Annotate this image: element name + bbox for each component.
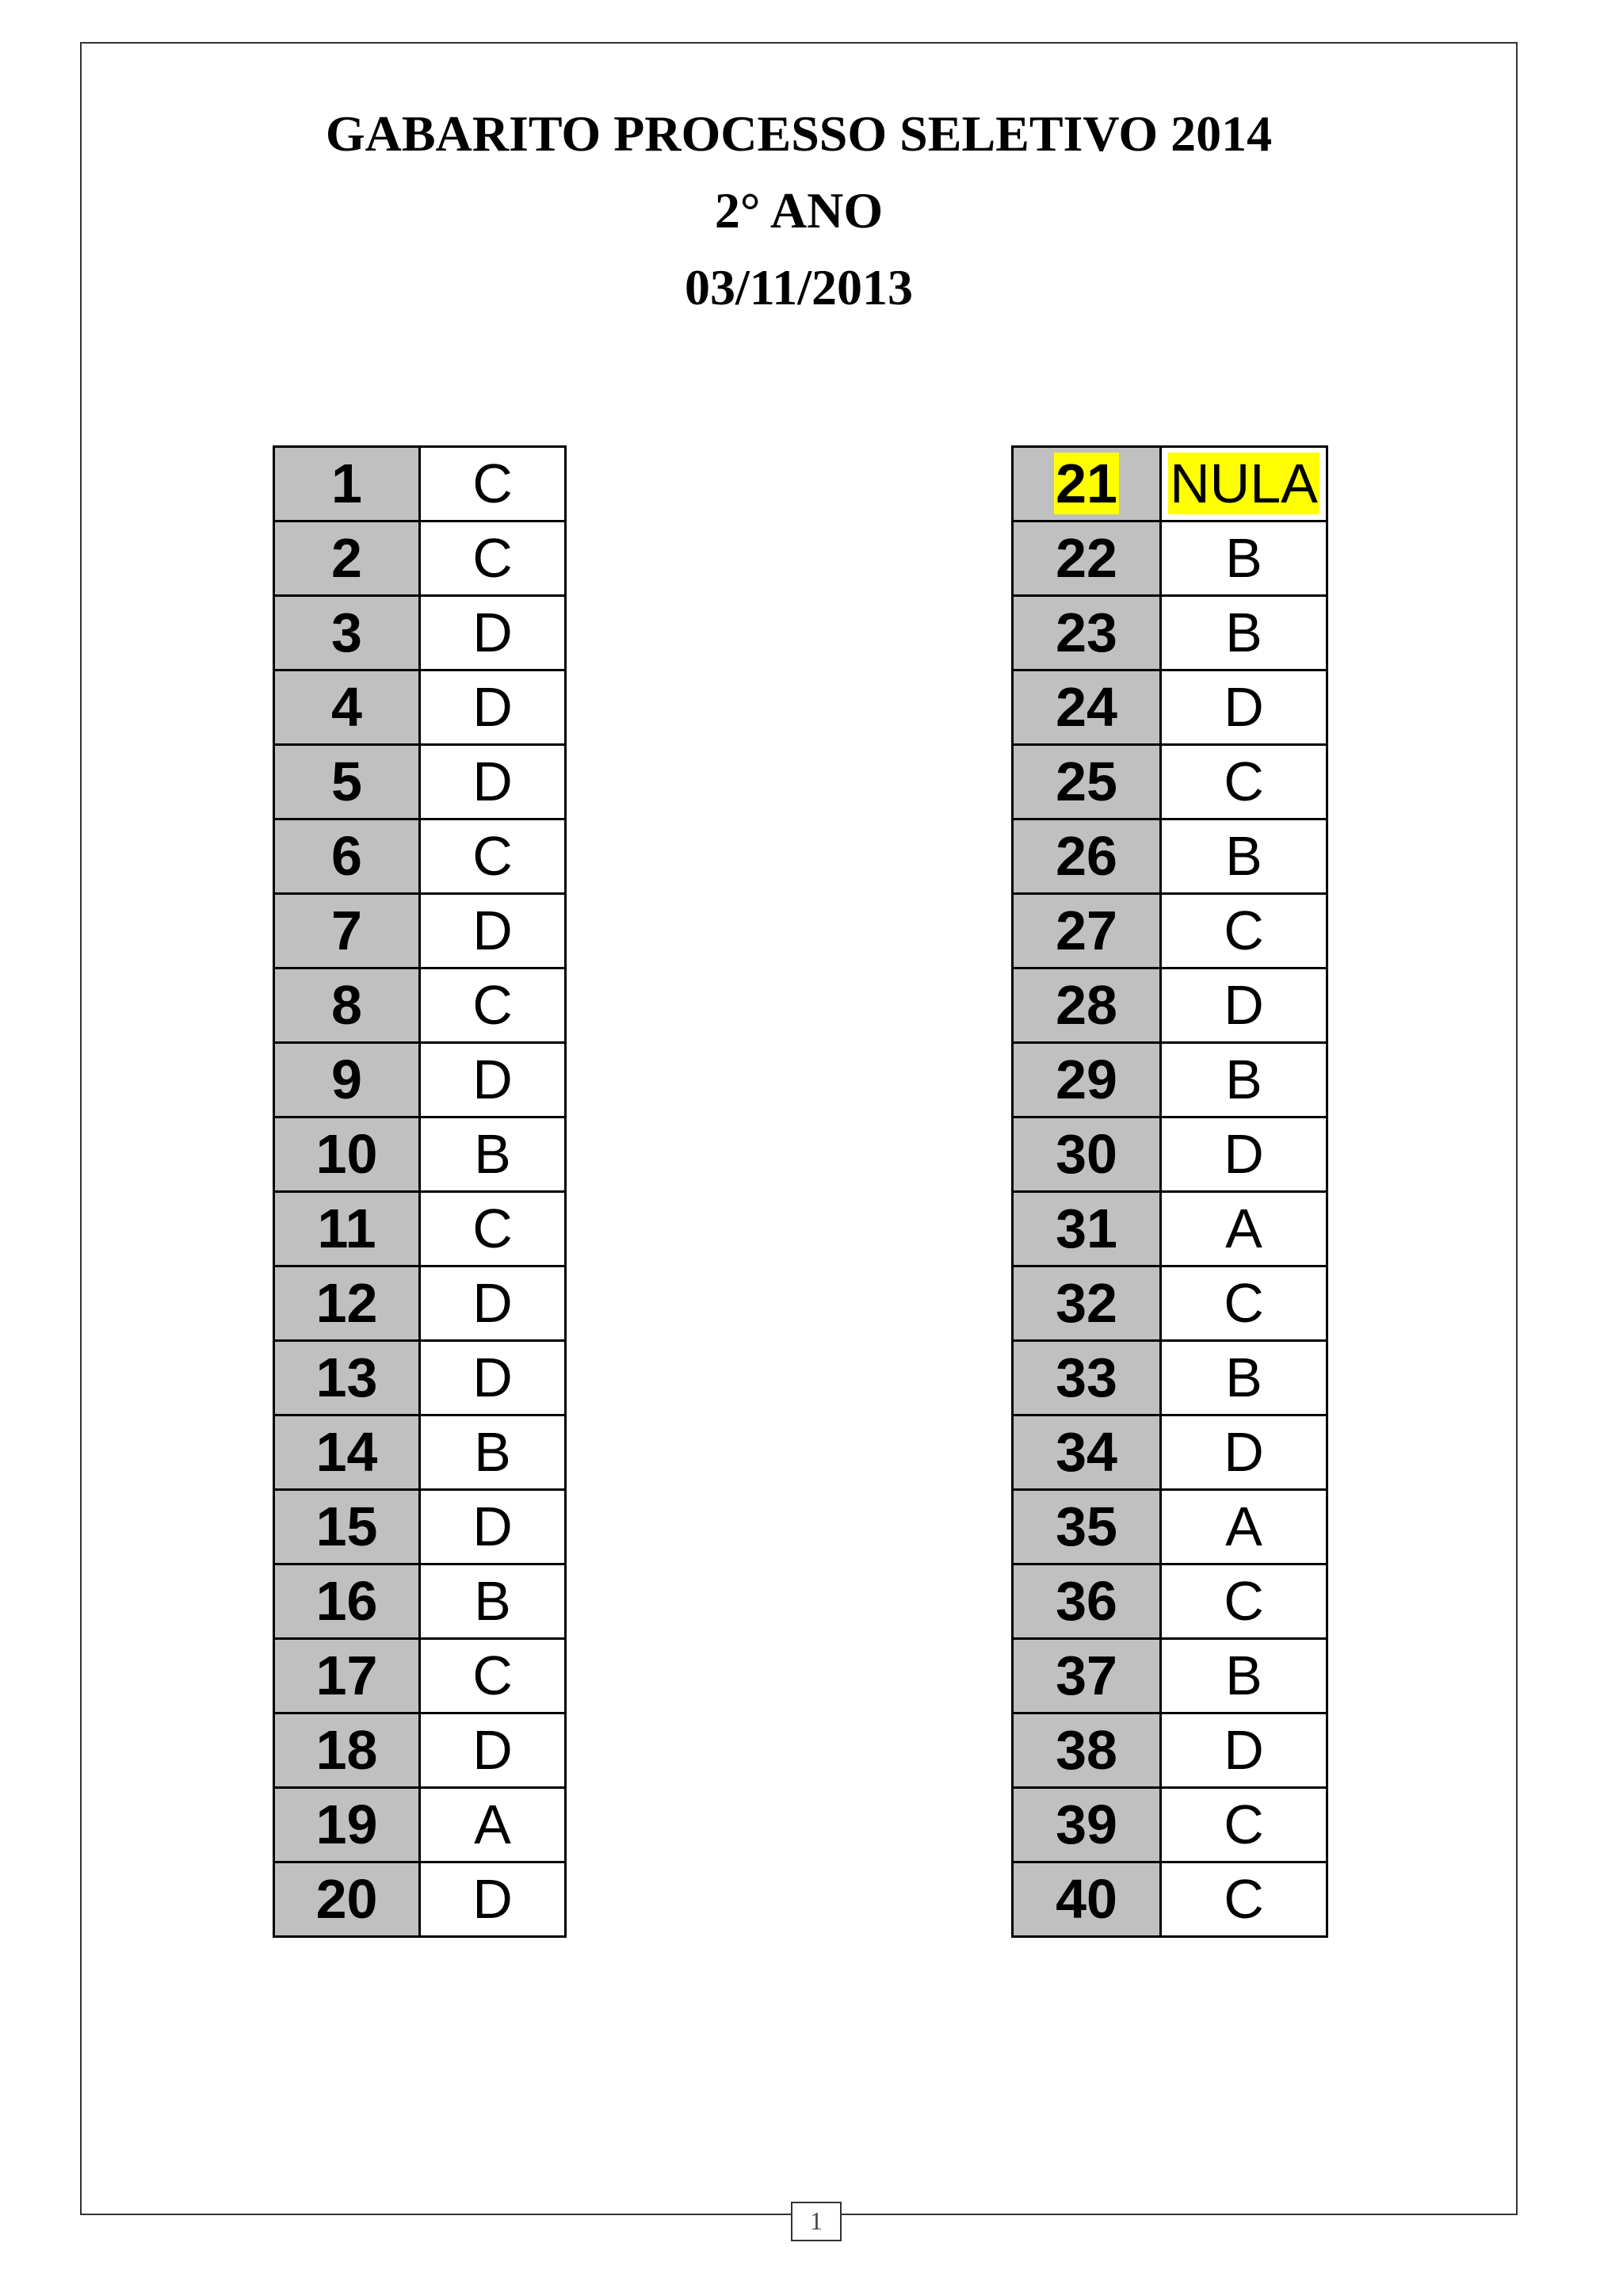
question-number-cell bbox=[1013, 1415, 1161, 1490]
question-number-cell bbox=[1013, 745, 1161, 819]
answer-letter: C bbox=[472, 1198, 513, 1259]
answer-cell bbox=[420, 596, 566, 670]
answer-cell bbox=[420, 894, 566, 968]
question-number: 11 bbox=[317, 1198, 376, 1259]
question-number: 34 bbox=[1056, 1421, 1117, 1483]
question-number-cell bbox=[1013, 1713, 1161, 1788]
answer-cell bbox=[1161, 596, 1327, 670]
question-number-cell bbox=[274, 1862, 420, 1937]
question-number-cell bbox=[1013, 894, 1161, 968]
answer-letter: C bbox=[1224, 751, 1264, 812]
question-number-cell bbox=[274, 1639, 420, 1713]
answer-cell bbox=[420, 521, 566, 596]
answer-letter: D bbox=[472, 1347, 513, 1408]
question-number: 17 bbox=[315, 1645, 378, 1706]
answer-row bbox=[274, 819, 566, 894]
question-number-cell bbox=[1013, 1043, 1161, 1117]
answer-letter: B bbox=[1225, 825, 1262, 887]
question-number-cell bbox=[274, 521, 420, 596]
question-number: 20 bbox=[315, 1868, 378, 1930]
answer-letter: D bbox=[1224, 974, 1264, 1036]
answer-letter: C bbox=[472, 974, 513, 1036]
question-number-cell bbox=[274, 1713, 420, 1788]
answer-cell bbox=[420, 1341, 566, 1415]
answer-letter: C bbox=[472, 1645, 513, 1706]
question-number: 29 bbox=[1056, 1049, 1117, 1110]
answer-row bbox=[1013, 968, 1327, 1043]
answer-row bbox=[274, 1862, 566, 1937]
answer-cell bbox=[1161, 1043, 1327, 1117]
answer-row bbox=[1013, 1788, 1327, 1862]
answer-row bbox=[1013, 596, 1327, 670]
question-number: 25 bbox=[1056, 751, 1117, 812]
answer-cell bbox=[1161, 1266, 1327, 1341]
question-number: 3 bbox=[331, 602, 362, 663]
answer-row bbox=[1013, 447, 1327, 521]
question-number-cell bbox=[274, 1415, 420, 1490]
answer-row bbox=[274, 1117, 566, 1192]
answer-letter: D bbox=[472, 602, 513, 663]
answer-cell bbox=[420, 670, 566, 745]
question-number-cell bbox=[1013, 1117, 1161, 1192]
question-number-cell bbox=[1013, 1862, 1161, 1937]
answer-row bbox=[1013, 1862, 1327, 1937]
answer-row bbox=[1013, 1266, 1327, 1341]
answer-row bbox=[274, 1639, 566, 1713]
answer-row bbox=[1013, 521, 1327, 596]
answer-cell bbox=[1161, 1639, 1327, 1713]
answer-letter: B bbox=[1225, 1049, 1262, 1110]
question-number: 35 bbox=[1056, 1496, 1117, 1557]
question-number: 12 bbox=[315, 1272, 378, 1334]
question-number-cell bbox=[1013, 1788, 1161, 1862]
question-number: 31 bbox=[1056, 1198, 1117, 1259]
answer-cell bbox=[1161, 521, 1327, 596]
question-number: 15 bbox=[315, 1496, 378, 1557]
question-number-cell bbox=[274, 1341, 420, 1415]
answer-row bbox=[274, 1043, 566, 1117]
question-number: 18 bbox=[315, 1719, 378, 1781]
answer-cell bbox=[1161, 745, 1327, 819]
answer-cell bbox=[420, 1266, 566, 1341]
answer-letter: B bbox=[474, 1570, 511, 1632]
question-number-cell bbox=[274, 670, 420, 745]
question-number-cell bbox=[1013, 1192, 1161, 1266]
answer-row bbox=[274, 745, 566, 819]
question-number: 9 bbox=[331, 1049, 362, 1110]
answer-letter: B bbox=[1225, 602, 1262, 663]
question-number: 37 bbox=[1056, 1645, 1117, 1706]
answer-letter: C bbox=[1224, 1570, 1264, 1632]
answer-row bbox=[1013, 1415, 1327, 1490]
answer-letter: B bbox=[1225, 527, 1262, 589]
exam-date: 03/11/2013 bbox=[684, 259, 914, 315]
answer-cell bbox=[1161, 894, 1327, 968]
question-number: 10 bbox=[315, 1123, 378, 1185]
question-number: 1 bbox=[331, 453, 362, 514]
answer-cell bbox=[420, 1862, 566, 1937]
question-number: 30 bbox=[1056, 1123, 1117, 1185]
answer-cell bbox=[420, 1415, 566, 1490]
question-number: 16 bbox=[315, 1570, 378, 1632]
question-number: 39 bbox=[1056, 1794, 1117, 1855]
question-number: 28 bbox=[1056, 974, 1117, 1036]
answer-cell bbox=[1161, 1192, 1327, 1266]
question-number-cell bbox=[274, 968, 420, 1043]
question-number-cell bbox=[1013, 521, 1161, 596]
answer-row bbox=[274, 1490, 566, 1564]
answer-row bbox=[274, 1192, 566, 1266]
answer-row bbox=[274, 596, 566, 670]
question-number-cell bbox=[1013, 670, 1161, 745]
answer-letter: D bbox=[1224, 1719, 1264, 1781]
answer-cell bbox=[1161, 1862, 1327, 1937]
question-number-cell bbox=[274, 1564, 420, 1639]
answer-letter: B bbox=[1225, 1645, 1262, 1706]
question-number: 33 bbox=[1056, 1347, 1117, 1408]
answer-row bbox=[1013, 1341, 1327, 1415]
answer-cell bbox=[1161, 819, 1327, 894]
question-number-cell bbox=[274, 1192, 420, 1266]
question-number-cell bbox=[1013, 819, 1161, 894]
document-header bbox=[80, 95, 1518, 326]
answer-letter: D bbox=[472, 1868, 513, 1930]
answer-letter: D bbox=[472, 1496, 513, 1557]
answer-cell bbox=[1161, 1788, 1327, 1862]
answer-row bbox=[1013, 819, 1327, 894]
answer-cell bbox=[1161, 1415, 1327, 1490]
answer-row bbox=[1013, 745, 1327, 819]
answer-cell bbox=[420, 1713, 566, 1788]
answer-letter: D bbox=[472, 1049, 513, 1110]
answer-row bbox=[274, 1266, 566, 1341]
answer-cell bbox=[1161, 1341, 1327, 1415]
answer-letter: D bbox=[472, 1272, 513, 1334]
answer-cell bbox=[420, 1639, 566, 1713]
question-number-cell bbox=[274, 1266, 420, 1341]
answer-cell bbox=[1161, 447, 1327, 521]
answer-row bbox=[274, 447, 566, 521]
answer-letter: B bbox=[474, 1421, 511, 1483]
answer-row bbox=[1013, 1639, 1327, 1713]
question-number: 26 bbox=[1056, 825, 1117, 887]
question-number-cell bbox=[274, 1788, 420, 1862]
question-number: 6 bbox=[331, 825, 362, 887]
answer-cell bbox=[1161, 1117, 1327, 1192]
answer-row bbox=[274, 968, 566, 1043]
question-number: 27 bbox=[1056, 900, 1117, 961]
answer-cell bbox=[420, 1117, 566, 1192]
answer-letter: C bbox=[1224, 1868, 1264, 1930]
answer-row bbox=[274, 1341, 566, 1415]
answer-letter: D bbox=[472, 676, 513, 738]
answer-key-table-left bbox=[273, 445, 567, 1938]
answer-cell bbox=[420, 1788, 566, 1862]
question-number-cell bbox=[1013, 596, 1161, 670]
answer-cell bbox=[1161, 670, 1327, 745]
answer-row bbox=[274, 1713, 566, 1788]
answer-letter: C bbox=[472, 453, 513, 514]
question-number-cell bbox=[1013, 1490, 1161, 1564]
answer-row bbox=[1013, 894, 1327, 968]
question-number-cell bbox=[274, 894, 420, 968]
answer-key-table-right bbox=[1011, 445, 1328, 1938]
answer-letter: D bbox=[472, 1719, 513, 1781]
question-number-cell bbox=[274, 819, 420, 894]
answer-letter: C bbox=[1224, 1272, 1264, 1334]
answer-row bbox=[274, 894, 566, 968]
question-number-cell bbox=[274, 745, 420, 819]
answer-cell bbox=[1161, 1713, 1327, 1788]
answer-letter: D bbox=[1224, 676, 1264, 738]
answer-cell bbox=[420, 968, 566, 1043]
answer-letter: D bbox=[1224, 1123, 1264, 1185]
answer-row bbox=[1013, 1117, 1327, 1192]
answer-row bbox=[1013, 1192, 1327, 1266]
answer-cell bbox=[420, 1490, 566, 1564]
answer-cell bbox=[1161, 968, 1327, 1043]
question-number: 40 bbox=[1056, 1868, 1117, 1930]
answer-cell bbox=[1161, 1564, 1327, 1639]
question-number-cell bbox=[274, 596, 420, 670]
page-number: 1 bbox=[791, 2202, 842, 2241]
answer-letter: A bbox=[1225, 1198, 1262, 1259]
answer-letter: C bbox=[1224, 900, 1264, 961]
question-number: 38 bbox=[1056, 1719, 1117, 1781]
answer-letter: C bbox=[472, 825, 513, 887]
answer-row bbox=[274, 670, 566, 745]
answer-cell bbox=[420, 745, 566, 819]
answer-cell bbox=[420, 447, 566, 521]
answer-letter: NULA bbox=[1170, 453, 1318, 514]
answer-cell bbox=[420, 1564, 566, 1639]
answer-cell bbox=[420, 1192, 566, 1266]
answer-row bbox=[274, 1564, 566, 1639]
question-number: 32 bbox=[1056, 1272, 1117, 1334]
question-number-cell bbox=[274, 1117, 420, 1192]
answer-row bbox=[1013, 1564, 1327, 1639]
answer-letter: C bbox=[472, 527, 513, 589]
question-number-cell bbox=[1013, 1564, 1161, 1639]
answer-cell bbox=[1161, 1490, 1327, 1564]
question-number: 36 bbox=[1056, 1570, 1117, 1632]
answer-letter: C bbox=[1224, 1794, 1264, 1855]
answer-letter: D bbox=[472, 900, 513, 961]
answer-cell bbox=[420, 1043, 566, 1117]
question-number-cell bbox=[1013, 1341, 1161, 1415]
answer-row bbox=[274, 1788, 566, 1862]
answer-row bbox=[1013, 1490, 1327, 1564]
question-number: 13 bbox=[315, 1347, 378, 1408]
answer-cell bbox=[420, 819, 566, 894]
question-number-cell bbox=[274, 1043, 420, 1117]
answer-letter: B bbox=[474, 1123, 511, 1185]
question-number: 5 bbox=[331, 751, 362, 812]
question-number: 14 bbox=[315, 1421, 378, 1483]
question-number-cell bbox=[1013, 1266, 1161, 1341]
document-title: GABARITO PROCESSO SELETIVO 2014 bbox=[325, 105, 1273, 162]
answer-letter: D bbox=[1224, 1421, 1264, 1483]
answer-letter: A bbox=[474, 1794, 511, 1855]
answer-row bbox=[1013, 1043, 1327, 1117]
question-number: 24 bbox=[1056, 676, 1117, 738]
question-number: 19 bbox=[315, 1794, 378, 1855]
answer-row bbox=[274, 521, 566, 596]
answer-row bbox=[1013, 670, 1327, 745]
answer-letter: A bbox=[1225, 1496, 1262, 1557]
question-number: 22 bbox=[1056, 527, 1117, 589]
question-number-cell bbox=[274, 1490, 420, 1564]
answer-row bbox=[1013, 1713, 1327, 1788]
answer-row bbox=[274, 1415, 566, 1490]
answer-letter: D bbox=[472, 751, 513, 812]
question-number-cell bbox=[274, 447, 420, 521]
answer-letter: B bbox=[1225, 1347, 1262, 1408]
question-number-cell bbox=[1013, 447, 1161, 521]
question-number: 2 bbox=[331, 527, 362, 589]
question-number: 23 bbox=[1056, 602, 1117, 663]
question-number: 4 bbox=[331, 676, 362, 738]
question-number-cell bbox=[1013, 968, 1161, 1043]
question-number-cell bbox=[1013, 1639, 1161, 1713]
question-number: 8 bbox=[331, 974, 362, 1036]
grade-label: 2° ANO bbox=[714, 182, 884, 239]
question-number: 7 bbox=[331, 900, 362, 961]
question-number: 21 bbox=[1056, 453, 1117, 514]
